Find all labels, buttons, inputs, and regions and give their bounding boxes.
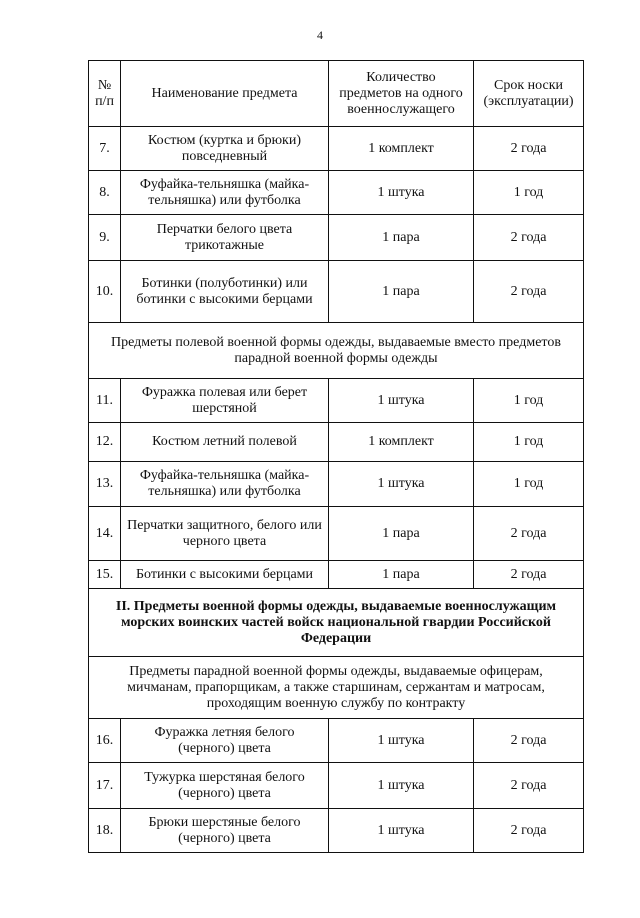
- row-term: 2 года: [474, 127, 584, 171]
- page-number: 4: [317, 28, 323, 42]
- table-header-row: [89, 61, 584, 127]
- row-name: Ботинки (полуботинки) или ботинки с высокими берцами: [121, 261, 329, 323]
- row-num: 17.: [89, 763, 121, 809]
- row-name: Фуфайка-тельняшка (майка-тельняшка) или футболка: [121, 462, 329, 507]
- row-term: 1 год: [474, 423, 584, 462]
- row-name: Ботинки с высокими берцами: [121, 561, 329, 589]
- row-term: 1 год: [474, 462, 584, 507]
- row-name: Фуражка летняя белого (черного) цвета: [121, 719, 329, 763]
- table-row: [89, 763, 584, 809]
- table-row: [89, 423, 584, 462]
- row-term: 2 года: [474, 261, 584, 323]
- row-qty: 1 пара: [329, 215, 474, 261]
- row-qty: 1 штука: [329, 171, 474, 215]
- header-num: № п/п: [89, 61, 121, 127]
- row-term: 1 год: [474, 379, 584, 423]
- table-row: [89, 127, 584, 171]
- row-name: Перчатки защитного, белого или черного цвета: [121, 507, 329, 561]
- row-term: 2 года: [474, 215, 584, 261]
- header-qty: Количество предметов на одного военнослужащего: [329, 61, 474, 127]
- section-row: [89, 657, 584, 719]
- table-row: [89, 719, 584, 763]
- row-num: 15.: [89, 561, 121, 589]
- row-name: Костюм летний полевой: [121, 423, 329, 462]
- row-qty: 1 пара: [329, 507, 474, 561]
- row-qty: 1 комплект: [329, 127, 474, 171]
- row-term: 2 года: [474, 763, 584, 809]
- table-row: [89, 507, 584, 561]
- section-field-heading: Предметы полевой военной формы одежды, выдаваемые вместо предметов парадной военной формы одежды: [89, 323, 584, 379]
- row-num: 11.: [89, 379, 121, 423]
- row-qty: 1 штука: [329, 763, 474, 809]
- row-num: 8.: [89, 171, 121, 215]
- section-parade-heading: Предметы парадной военной формы одежды, выдаваемые офицерам, мичманам, прапорщикам, а также старшинам, сержантам и матросам, проходящим военную службу по контракту: [89, 657, 584, 719]
- section-row: [89, 323, 584, 379]
- row-num: 10.: [89, 261, 121, 323]
- row-term: 1 год: [474, 171, 584, 215]
- row-term: 2 года: [474, 719, 584, 763]
- section-ii-heading: II. Предметы военной формы одежды, выдаваемые военнослужащим морских воинских частей войск национальной гвардии Российской Федерации: [89, 589, 584, 657]
- row-name: Брюки шерстяные белого (черного) цвета: [121, 809, 329, 853]
- header-name: Наименование предмета: [121, 61, 329, 127]
- row-name: Костюм (куртка и брюки) повседневный: [121, 127, 329, 171]
- row-qty: 1 штука: [329, 809, 474, 853]
- row-qty: 1 штука: [329, 462, 474, 507]
- row-num: 13.: [89, 462, 121, 507]
- row-term: 2 года: [474, 507, 584, 561]
- items-table: [88, 60, 584, 853]
- row-name: Фуфайка-тельняшка (майка-тельняшка) или футболка: [121, 171, 329, 215]
- row-num: 16.: [89, 719, 121, 763]
- table-row: [89, 215, 584, 261]
- table-row: [89, 809, 584, 853]
- row-name: Перчатки белого цвета трикотажные: [121, 215, 329, 261]
- section-row: [89, 589, 584, 657]
- row-num: 7.: [89, 127, 121, 171]
- row-qty: 1 штука: [329, 719, 474, 763]
- row-term: 2 года: [474, 809, 584, 853]
- table-row: [89, 171, 584, 215]
- row-num: 18.: [89, 809, 121, 853]
- row-qty: 1 пара: [329, 261, 474, 323]
- header-term: Срок носки (эксплуатации): [474, 61, 584, 127]
- row-name: Фуражка полевая или берет шерстяной: [121, 379, 329, 423]
- row-num: 12.: [89, 423, 121, 462]
- row-name: Тужурка шерстяная белого (черного) цвета: [121, 763, 329, 809]
- table-row: [89, 462, 584, 507]
- table-row: [89, 261, 584, 323]
- row-num: 14.: [89, 507, 121, 561]
- row-qty: 1 пара: [329, 561, 474, 589]
- row-num: 9.: [89, 215, 121, 261]
- row-term: 2 года: [474, 561, 584, 589]
- row-qty: 1 штука: [329, 379, 474, 423]
- row-qty: 1 комплект: [329, 423, 474, 462]
- table-row: [89, 561, 584, 589]
- table-row: [89, 379, 584, 423]
